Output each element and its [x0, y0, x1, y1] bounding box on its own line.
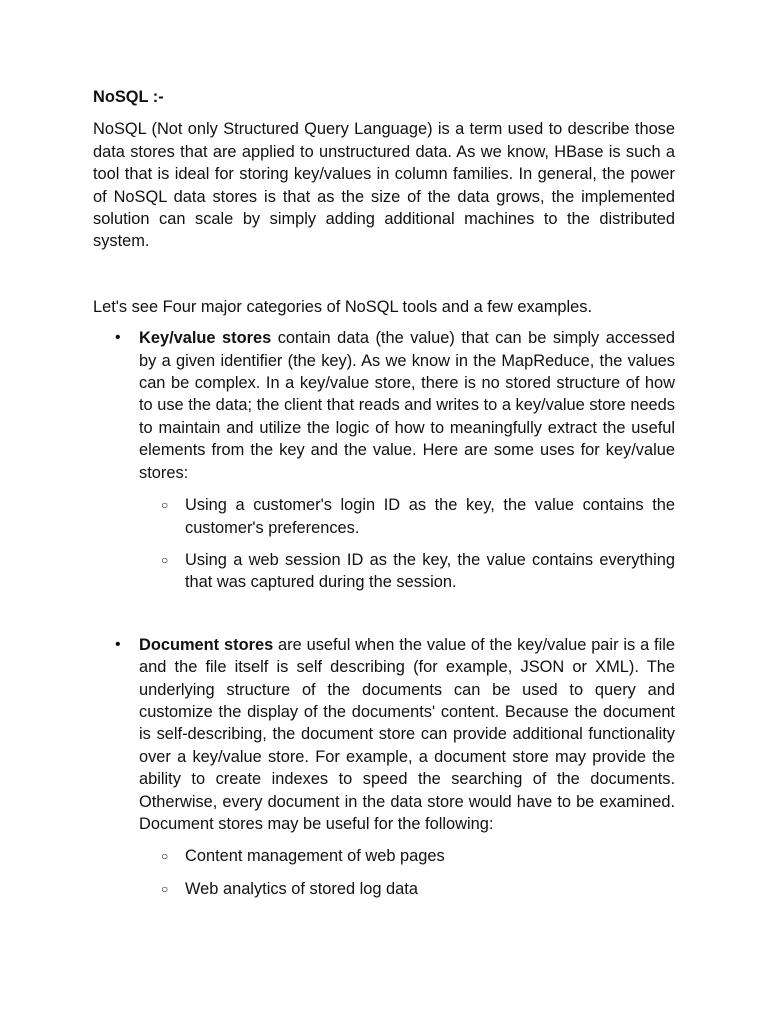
circle-bullet-icon: ○: [161, 552, 169, 567]
examples-list: [139, 845, 675, 900]
circle-bullet-icon: ○: [161, 881, 169, 896]
examples-list: [139, 494, 675, 594]
list-item: [139, 878, 675, 900]
list-item: [139, 549, 675, 594]
category-key-value-stores: [93, 327, 675, 593]
category-term: Key/value stores: [139, 329, 272, 348]
bullet-icon: •: [115, 635, 121, 653]
list-item: [139, 845, 675, 867]
categories-list: [93, 327, 675, 900]
category-description: are useful when the value of the key/value pair is a file and the file itself is self describing (for example, JSON or XML). The underlying structure of the documents can be used to query and customize the display of the documents' content. Because the document is self-describing, the document store can provide additional functionality over a key/value store. For example, a document store may provide the ability to create indexes to speed the searching of the documents. Otherwise, every document in the data store would have to be examined. Document stores may be useful for the following:: [139, 635, 675, 833]
example-text: Using a web session ID as the key, the value contains everything that was captured during the session.: [185, 550, 675, 592]
example-text: Using a customer's login ID as the key, the value contains the customer's preferences.: [185, 496, 675, 537]
example-text: Web analytics of stored log data: [185, 879, 418, 898]
category-text: [139, 634, 675, 836]
category-text: [139, 327, 675, 484]
circle-bullet-icon: ○: [161, 849, 169, 864]
category-term: Document stores: [139, 635, 274, 654]
page-title: NoSQL :-: [93, 88, 164, 106]
document-page: [93, 86, 675, 910]
example-text: Content management of web pages: [185, 847, 445, 866]
circle-bullet-icon: ○: [161, 498, 169, 513]
bullet-icon: •: [115, 329, 121, 347]
category-description: contain data (the value) that can be simply accessed by a given identifier (the key). As we know in the MapReduce, the values can be complex. In a key/value store, there is no stored structure of how to use the data; the client that reads and writes to a key/value store needs to maintain and utilize the logic of how to meaningfully extract the useful elements from the key and the value. Here are some uses for key/value stores:: [139, 329, 675, 482]
category-document-stores: [93, 634, 675, 900]
intro-paragraph: NoSQL (Not only Structured Query Language) is a term used to describe those data stores that are applied to unstructured data. As we know, HBase is such a tool that is ideal for storing key/values in column families. In general, the power of NoSQL data stores is that as the size of the data grows, the implemented solution can scale by simply adding additional machines to the distributed system.: [93, 120, 675, 251]
categories-intro: Let's see Four major categories of NoSQL tools and a few examples.: [93, 297, 593, 316]
list-item: [139, 494, 675, 539]
